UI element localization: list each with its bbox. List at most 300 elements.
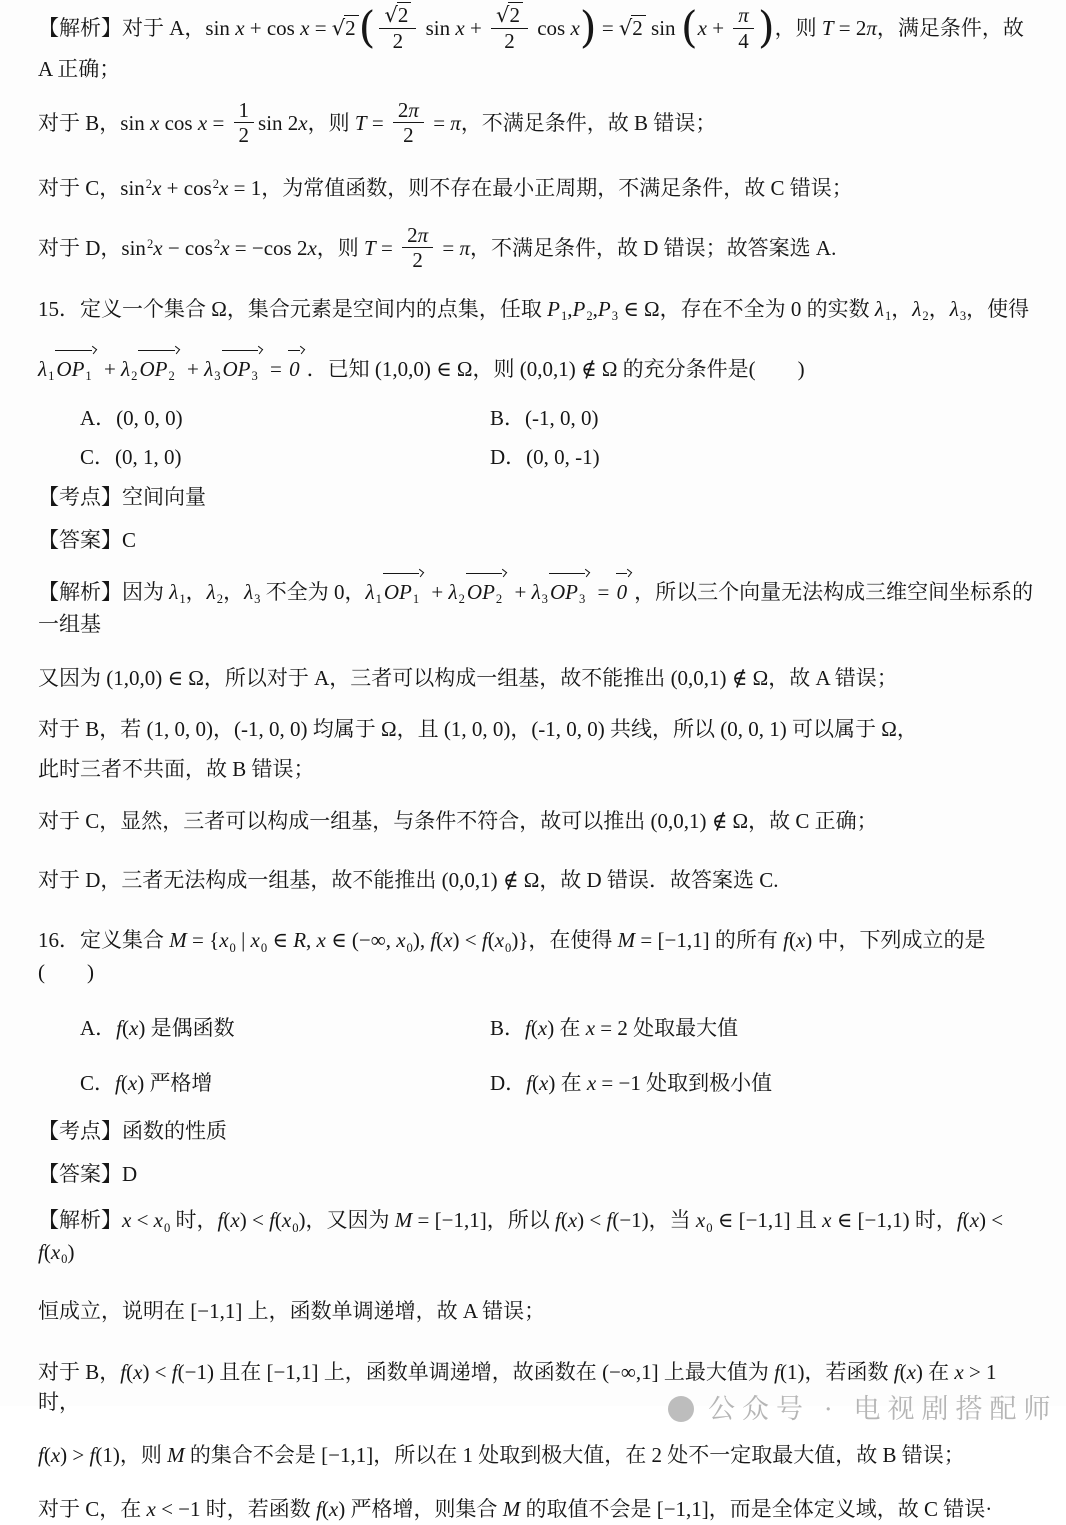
math-variable: M — [394, 1208, 413, 1233]
denominator — [234, 122, 255, 147]
radicand: 2 — [508, 2, 523, 27]
math-roman: = — [309, 15, 332, 40]
vector-arrow — [616, 571, 632, 607]
text: 严格增，则集合 — [345, 1497, 503, 1522]
math-roman: 2 — [238, 123, 250, 148]
q16-options-row-2-right — [490, 1068, 1040, 1098]
subscript: 3 — [541, 592, 548, 607]
radical-sign-icon: √ — [496, 3, 510, 27]
text: 中，下列成立的是( ) — [38, 928, 986, 984]
subscript: 1 — [48, 368, 55, 383]
q15-statement-line2 — [38, 348, 1040, 386]
math-variable: x — [281, 1208, 292, 1233]
math-variable: f — [217, 1208, 224, 1233]
math-variable: x — [494, 928, 505, 953]
math-variable: M — [502, 1497, 521, 1522]
math-roman: )} — [511, 928, 529, 953]
math-roman: ∈ — [267, 928, 294, 953]
text: 【解析】 — [38, 1208, 122, 1233]
math-variable: M — [167, 1442, 185, 1467]
math-variable: λ — [121, 356, 131, 381]
text: ， — [891, 296, 913, 321]
q15-options-row-1-left — [38, 403, 490, 433]
math-roman: > 1 — [963, 1359, 997, 1384]
text: ，不满足条件，故 D 错误；故答案选 A. — [469, 235, 837, 260]
math-roman: ∈ [−1,1) — [831, 1208, 910, 1233]
math-roman: sin — [645, 15, 681, 40]
superscript: 2 — [212, 177, 220, 192]
math-roman: (1,0,0) ∈ Ω — [106, 666, 204, 691]
analysis-16-line2 — [38, 1296, 1040, 1326]
math-roman: (1) — [779, 1359, 805, 1384]
math-variable: f — [525, 1016, 531, 1041]
math-variable: x — [396, 928, 406, 953]
math-roman: ) — [138, 1016, 146, 1041]
math-variable: x — [298, 110, 308, 135]
text: ，则 — [472, 356, 520, 381]
math-variable: x — [316, 928, 326, 953]
text: A． — [80, 1016, 117, 1041]
text: 已知 — [327, 356, 375, 381]
math-variable: x — [539, 1070, 549, 1095]
math-roman: ) — [805, 928, 813, 953]
math-variable: x — [220, 235, 230, 260]
math-variable: x — [586, 1070, 597, 1095]
analysis-15-line1 — [38, 571, 1040, 639]
math-roman: ( — [223, 1208, 231, 1233]
denominator — [393, 122, 424, 147]
math-variable: x — [954, 1359, 964, 1384]
math-variable: π — [738, 3, 749, 27]
text: 时， — [170, 1208, 218, 1233]
math-roman: ( — [43, 1239, 51, 1264]
math-roman: − cos — [162, 235, 213, 260]
math-variable: x — [133, 1359, 143, 1384]
text: 恒成立，说明在 — [38, 1299, 191, 1324]
text: ，当 — [648, 1208, 696, 1233]
subscript: 0 — [706, 1220, 713, 1235]
sqrt-radical — [496, 3, 523, 27]
subscript: 3 — [578, 592, 586, 607]
text: 上，函数单调递增，故 A 错误； — [242, 1299, 546, 1324]
text: 对于 B，若 (1, 0, 0)，(-1, 0, 0) 均属于 Ω，且 (1, 0, 0)，(-1, 0, 0) 共线，所以 (0, 0, 1) 可以属于 Ω， — [38, 716, 918, 741]
text: 对于 C， — [38, 176, 121, 201]
text: ，存在不全为 0 的实数 — [659, 296, 875, 321]
math-variable: x — [129, 1016, 139, 1041]
text: 对于 C，显然，三者可以构成一组基，与条件不符合，故可以推出 — [38, 809, 651, 834]
math-variable: f — [120, 1359, 127, 1384]
math-roman: ( — [532, 1070, 540, 1095]
math-roman: (0,0,1) ∉ Ω — [441, 867, 540, 892]
subscript: 0 — [505, 940, 512, 955]
math-variable: x — [197, 110, 208, 135]
math-roman: , — [592, 296, 598, 321]
subscript: 2 — [216, 592, 224, 607]
subscript: 2 — [131, 368, 138, 383]
math-roman: = −cos 2 — [229, 235, 308, 260]
text: 是偶函数 — [145, 1016, 235, 1041]
text: 严格增 — [144, 1070, 213, 1095]
math-variable: OP — [383, 579, 412, 604]
math-roman: ) > — [60, 1442, 90, 1467]
text: 的充分条件是( ) — [617, 356, 805, 381]
subscript: 1 — [179, 592, 186, 607]
text: C．(0, 1, 0) — [80, 444, 182, 469]
text: 对于 D， — [38, 235, 122, 260]
math-roman: (1) — [95, 1442, 120, 1467]
math-roman: ( — [120, 1070, 128, 1095]
math-roman: ( — [788, 928, 796, 953]
math-variable: λ — [244, 579, 254, 604]
math-variable: x — [50, 1442, 61, 1467]
math-roman: = 2 — [595, 1016, 628, 1041]
text: 且在 — [213, 1359, 267, 1384]
math-variable: x — [219, 928, 229, 953]
math-roman: ( — [436, 928, 444, 953]
text: 【答案】 — [38, 1161, 122, 1186]
text: 处取到极小值 — [640, 1070, 773, 1095]
big-paren: ( — [680, 2, 698, 53]
math-variable: λ — [448, 579, 458, 604]
math-roman: (−1) — [177, 1359, 214, 1384]
math-variable: x — [328, 1497, 339, 1522]
text: 的所有 — [709, 928, 784, 953]
math-roman: ( — [530, 1016, 538, 1041]
q16-options-row-2 — [38, 1068, 1040, 1098]
q16-options-row-2-left — [38, 1068, 490, 1098]
math-variable: x — [250, 928, 260, 953]
subscript: 3 — [251, 368, 258, 383]
math-variable: f — [38, 1239, 44, 1264]
math-variable: x — [127, 1070, 138, 1095]
text: ，若函数 — [804, 1359, 894, 1384]
math-variable: OP — [222, 356, 251, 381]
math-variable: λ — [365, 579, 375, 604]
text: 不全为 0， — [260, 579, 366, 604]
fraction — [379, 4, 416, 52]
superscript: 2 — [146, 236, 154, 251]
math-roman: (1,0,0) ∈ Ω — [374, 356, 473, 381]
text: 在 — [555, 1070, 587, 1095]
text: ，则 — [316, 235, 365, 260]
radical-sign-icon: √ — [384, 3, 398, 27]
vector-arrow — [222, 348, 262, 386]
subscript: 2 — [495, 592, 503, 607]
q15-options-row-2 — [38, 442, 1040, 472]
math-roman: cos — [531, 15, 571, 40]
math-variable: x — [230, 1208, 240, 1233]
math-roman: (0,0,1) ∉ Ω — [519, 356, 618, 381]
text: ，故 C 正确； — [748, 809, 878, 834]
math-roman: + — [509, 579, 532, 604]
math-variable: λ — [206, 579, 216, 604]
subscript: 3 — [959, 309, 967, 324]
watermark-text: 公众号 · 电视剧搭配师 — [708, 1394, 1058, 1424]
vector-arrow — [55, 348, 95, 386]
fraction — [733, 4, 754, 52]
q15-options-row-2-left — [38, 442, 490, 472]
big-paren: ) — [579, 2, 597, 53]
math-roman: 2 — [392, 28, 404, 53]
math-roman: ( — [126, 1359, 134, 1384]
math-variable: f — [269, 1208, 275, 1233]
math-roman: ( — [122, 1016, 130, 1041]
math-variable: x — [443, 928, 453, 953]
math-variable: OP — [549, 579, 578, 604]
math-variable: P — [572, 296, 586, 321]
math-roman: sin — [420, 15, 456, 40]
math-roman: = [−1,1] — [635, 928, 710, 953]
analysis-15-line4 — [38, 754, 1040, 784]
text: 【考点】空间向量 — [38, 485, 206, 510]
text: 【答案】 — [38, 527, 122, 552]
math-variable: f — [89, 1442, 96, 1467]
math-variable: x — [795, 928, 806, 953]
math-roman: ) — [338, 1497, 346, 1522]
math-roman: = 2 — [833, 15, 867, 40]
math-roman: = 1 — [228, 176, 262, 201]
math-variable: f — [430, 928, 437, 953]
math-roman: 2 — [504, 28, 515, 53]
q15-topic — [38, 482, 1040, 512]
text: D．(0, 0, -1) — [490, 444, 600, 469]
math-roman: sin — [120, 176, 145, 201]
math-variable: π — [417, 222, 429, 247]
math-roman: ) < — [979, 1208, 1004, 1233]
math-roman: ( — [560, 1208, 568, 1233]
math-roman: ) < — [239, 1208, 270, 1233]
math-variable: M — [617, 928, 636, 953]
math-variable: OP — [466, 579, 495, 604]
q16-topic — [38, 1116, 1040, 1146]
analysis-16-line1 — [38, 1205, 1040, 1268]
numerator — [402, 224, 433, 248]
math-roman: sin 2 — [258, 110, 299, 135]
superscript: 2 — [213, 236, 221, 251]
math-roman: 2 — [412, 248, 423, 273]
math-roman: , — [306, 928, 317, 953]
math-variable: f — [526, 1070, 533, 1095]
numerator — [393, 99, 424, 123]
text: D． — [490, 1070, 527, 1095]
math-roman: [−1,1] — [266, 1359, 319, 1384]
vector-arrow — [138, 348, 178, 386]
text: ，所以三个向量无法构成三维空间坐标系的一组基 — [38, 579, 1034, 636]
math-variable: x — [153, 235, 163, 260]
math-variable: λ — [204, 356, 214, 381]
math-roman: ), — [412, 928, 431, 953]
radicand: 2 — [631, 15, 646, 40]
vector-arrow — [288, 348, 304, 384]
math-variable: T — [354, 110, 367, 135]
analysis-14-option-b — [38, 97, 1040, 149]
math-roman: ∈ [−1,1] — [712, 1208, 791, 1233]
radical-sign-icon: √ — [618, 15, 633, 40]
math-roman: ( — [899, 1359, 907, 1384]
subscript: 0 — [406, 940, 413, 955]
subscript: 1 — [412, 592, 420, 607]
q15-options-row-1-right — [490, 403, 1040, 433]
subscript: 2 — [922, 309, 929, 324]
math-roman: ) — [67, 1239, 75, 1264]
math-variable: π — [459, 235, 470, 260]
big-paren: ) — [757, 2, 775, 53]
vector-arrow — [466, 571, 506, 609]
analysis-14-option-c — [38, 173, 1040, 203]
math-roman: , — [567, 296, 573, 321]
math-variable: R — [293, 928, 307, 953]
math-roman: (0,0,1) ∉ Ω — [650, 809, 749, 834]
radical-sign-icon: √ — [331, 15, 346, 40]
numerator — [491, 4, 528, 28]
text: 时， — [909, 1208, 957, 1233]
math-roman: ) — [298, 1208, 306, 1233]
math-roman: ( — [43, 1442, 51, 1467]
text: ，为常值函数，则不存在最小正周期，不满足条件，故 C 错误； — [261, 176, 853, 201]
text: 时， — [38, 1390, 80, 1415]
fraction — [491, 4, 528, 52]
math-roman: ( — [274, 1208, 282, 1233]
math-roman: < −1 — [155, 1497, 201, 1522]
radicand: 2 — [344, 15, 359, 40]
math-variable: x — [300, 15, 310, 40]
analysis-15-line3 — [38, 714, 1040, 744]
math-roman: ∈ (−∞, — [325, 928, 397, 953]
math-variable: π — [408, 97, 419, 122]
math-variable: P — [547, 296, 560, 321]
math-variable: x — [537, 1016, 548, 1041]
math-roman: [−1,1] — [190, 1299, 243, 1324]
text: ， — [223, 579, 245, 604]
math-variable: f — [783, 928, 789, 953]
math-variable: x — [307, 235, 317, 260]
text: ，所以在 1 处取到极大值，在 2 处不一定取最大值，故 B 错误； — [373, 1442, 965, 1467]
math-roman: ) — [915, 1359, 923, 1384]
math-roman: + — [426, 579, 449, 604]
math-roman: [−1,1] — [656, 1497, 709, 1522]
denominator — [491, 28, 528, 53]
math-roman: ． — [306, 356, 328, 381]
text: ，不满足条件，故 B 错误； — [460, 110, 717, 135]
math-roman: (−∞,1] — [602, 1359, 659, 1384]
text: ，故 A 错误； — [768, 666, 898, 691]
math-roman: 2 — [403, 123, 414, 148]
q15-options-row-1 — [38, 403, 1040, 433]
subscript: 0 — [260, 940, 268, 955]
math-roman: | — [235, 928, 251, 953]
subscript: 0 — [229, 940, 236, 955]
text: 对于 C，在 — [38, 1497, 147, 1522]
math-variable: x — [150, 110, 160, 135]
math-roman: 0 — [289, 356, 300, 381]
text: ，使得 — [966, 296, 1030, 321]
q16-options-row-1-right — [490, 1013, 1040, 1043]
math-variable: f — [115, 1070, 121, 1095]
text: 且 — [790, 1208, 823, 1233]
denominator — [402, 247, 433, 272]
q16-statement — [38, 925, 1040, 987]
math-variable: λ — [169, 579, 179, 604]
math-variable: x — [567, 1208, 578, 1233]
q15-options-row-2-right — [490, 442, 1040, 472]
text: 【考点】函数的性质 — [38, 1119, 227, 1144]
math-roman: D — [122, 1161, 138, 1186]
math-variable: x — [50, 1239, 61, 1264]
math-roman: 1 — [238, 97, 250, 122]
math-variable: x — [153, 1208, 163, 1233]
math-variable: f — [38, 1442, 44, 1467]
math-roman: C — [122, 527, 137, 552]
subscript: 3 — [254, 592, 261, 607]
math-roman: sin — [205, 15, 236, 40]
analysis-15-line5 — [38, 806, 1040, 836]
fraction — [234, 99, 255, 147]
text: ，在使得 — [528, 928, 618, 953]
math-roman: ) — [547, 1016, 555, 1041]
math-roman: sin — [120, 110, 151, 135]
radicand: 2 — [397, 2, 412, 27]
math-roman: 2 — [397, 97, 409, 122]
math-roman: = — [375, 235, 399, 260]
q16-options-row-1 — [38, 1013, 1040, 1043]
text: C． — [80, 1070, 116, 1095]
math-variable: x — [585, 1016, 596, 1041]
math-variable: x — [906, 1359, 916, 1384]
sqrt-radical — [384, 3, 411, 27]
math-variable: x — [146, 1497, 156, 1522]
math-variable: x — [122, 1208, 132, 1233]
math-roman: (−1) — [612, 1208, 649, 1233]
math-roman: sin — [121, 235, 146, 260]
math-variable: T — [821, 15, 834, 40]
math-variable: f — [956, 1208, 963, 1233]
math-variable: x — [697, 15, 707, 40]
text: ，而是全体定义域，故 C 错误· — [708, 1497, 993, 1522]
math-roman: = — [592, 579, 615, 604]
math-variable: x — [822, 1208, 832, 1233]
math-roman: + — [181, 356, 205, 381]
numerator — [234, 99, 255, 123]
math-roman: + — [464, 15, 488, 40]
text: 的取值不会是 — [520, 1497, 657, 1522]
math-roman: < — [131, 1208, 154, 1233]
q16-answer — [38, 1159, 1040, 1189]
subscript: 3 — [611, 309, 618, 324]
math-variable: x — [455, 15, 465, 40]
text: ，故 D 错误．故答案选 C. — [539, 867, 779, 892]
fraction — [402, 224, 433, 272]
text: ，满足条件，故 A 正确； — [38, 15, 1024, 82]
denominator — [733, 28, 754, 53]
text: 此时三者不共面，故 B 错误； — [38, 756, 315, 781]
math-roman: = −1 — [596, 1070, 641, 1095]
q16-options-row-1-left — [38, 1013, 490, 1043]
math-roman: 0 — [616, 579, 628, 604]
math-variable: M — [169, 928, 187, 953]
math-variable: x — [695, 1208, 706, 1233]
subscript: 1 — [885, 309, 892, 324]
text: 上最大值为 — [658, 1359, 775, 1384]
text: 【解析】对于 A， — [38, 15, 206, 40]
math-roman: = — [207, 110, 230, 135]
math-roman: [−1,1] — [321, 1442, 374, 1467]
math-variable: f — [774, 1359, 780, 1384]
q15-statement-line1 — [38, 294, 1040, 326]
vector-arrow — [383, 571, 423, 609]
text: ，则 — [119, 1442, 168, 1467]
text: 时，若函数 — [200, 1497, 317, 1522]
math-roman: = — [596, 15, 619, 40]
